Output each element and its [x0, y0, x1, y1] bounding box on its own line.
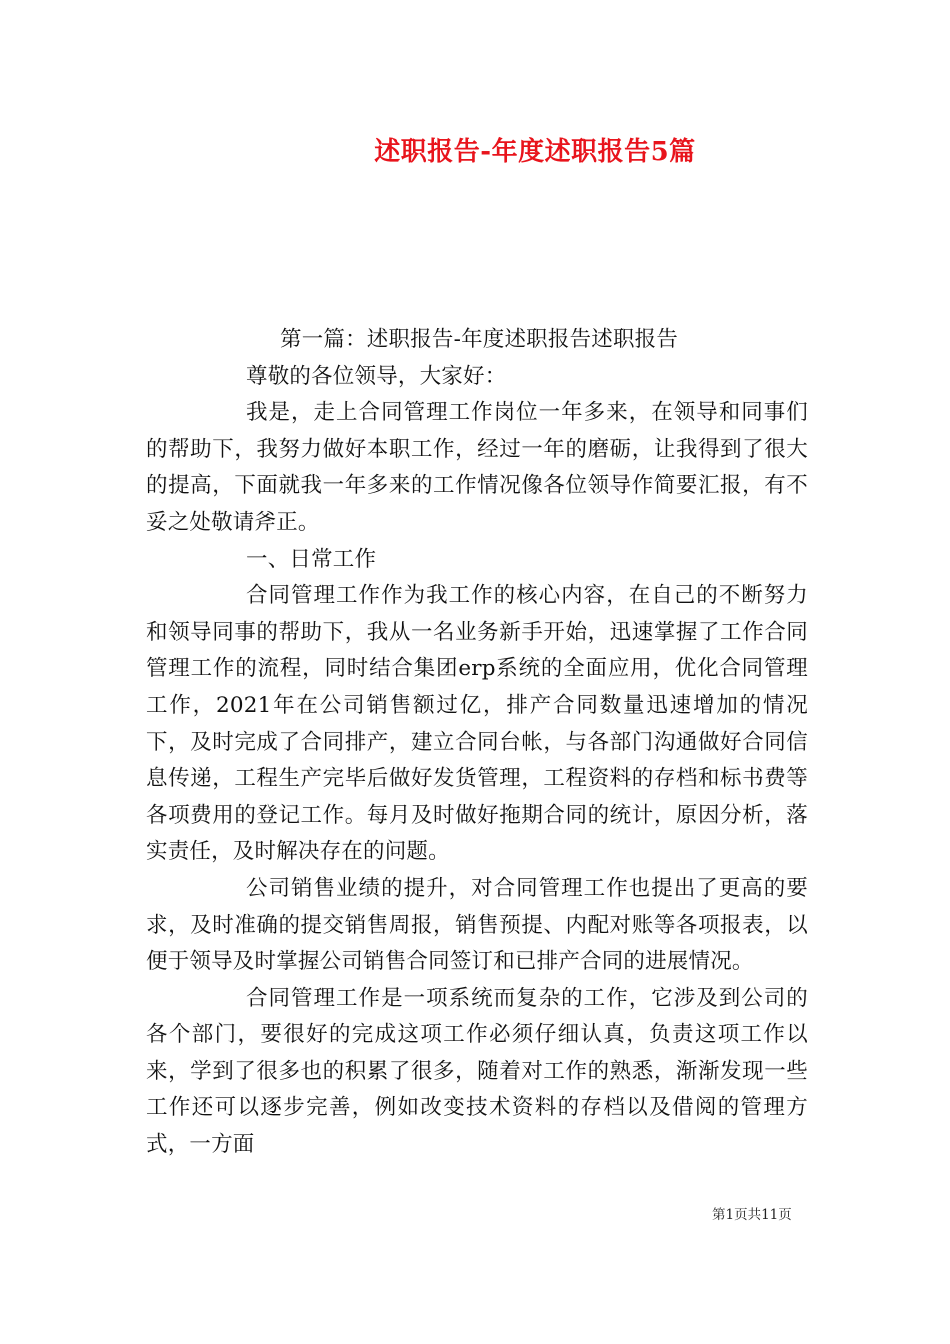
paragraph-contract-management: 合同管理工作作为我工作的核心内容，在自己的不断努力和领导同事的帮助下，我从一名业务新手开始，迅速掌握了工作合同管理工作的流程，同时结合集团erp系统的全面应用，优化合同管理工作，2021年在公司销售额过亿，排产合同数量迅速增加的情况下，及时完成了合同排产，建立合同台帐，与各部门沟通做好合同信息传递，工程生产完毕后做好发货管理，工程资料的存档和标书费等各项费用的登记工作。每月及时做好拖期合同的统计，原因分析，落实责任，及时解决存在的问题。	[146, 583, 808, 865]
section-heading-daily-work: 一、日常工作	[246, 546, 377, 572]
document-body	[146, 322, 808, 1164]
page-number: 第1页共11页	[712, 1207, 792, 1223]
paragraph-sales-performance: 公司销售业绩的提升，对合同管理工作也提出了更高的要求，及时准确的提交销售周报，销售预提、内配对账等各项报表，以便于领导及时掌握公司销售合同签订和已排产合同的进展情况。	[146, 875, 808, 975]
paragraph-intro: 我是，走上合同管理工作岗位一年多来，在领导和同事们的帮助下，我努力做好本职工作，经过一年的磨砺，让我得到了很大的提高，下面就我一年多来的工作情况像各位领导作简要汇报，有不妥之处敬请斧正。	[146, 400, 808, 535]
salutation: 尊敬的各位领导，大家好：	[246, 363, 507, 389]
section-subtitle: 第一篇：述职报告-年度述职报告述职报告	[280, 327, 679, 352]
paragraph-system-work: 合同管理工作是一项系统而复杂的工作，它涉及到公司的各个部门，要很好的完成这项工作必须仔细认真，负责这项工作以来，学到了很多也的积累了很多，随着对工作的熟悉，渐渐发现一些工作还可以逐步完善，例如改变技术资料的存档以及借阅的管理方式，一方面	[146, 985, 808, 1158]
document-title: 述职报告-年度述职报告5篇	[374, 137, 696, 167]
